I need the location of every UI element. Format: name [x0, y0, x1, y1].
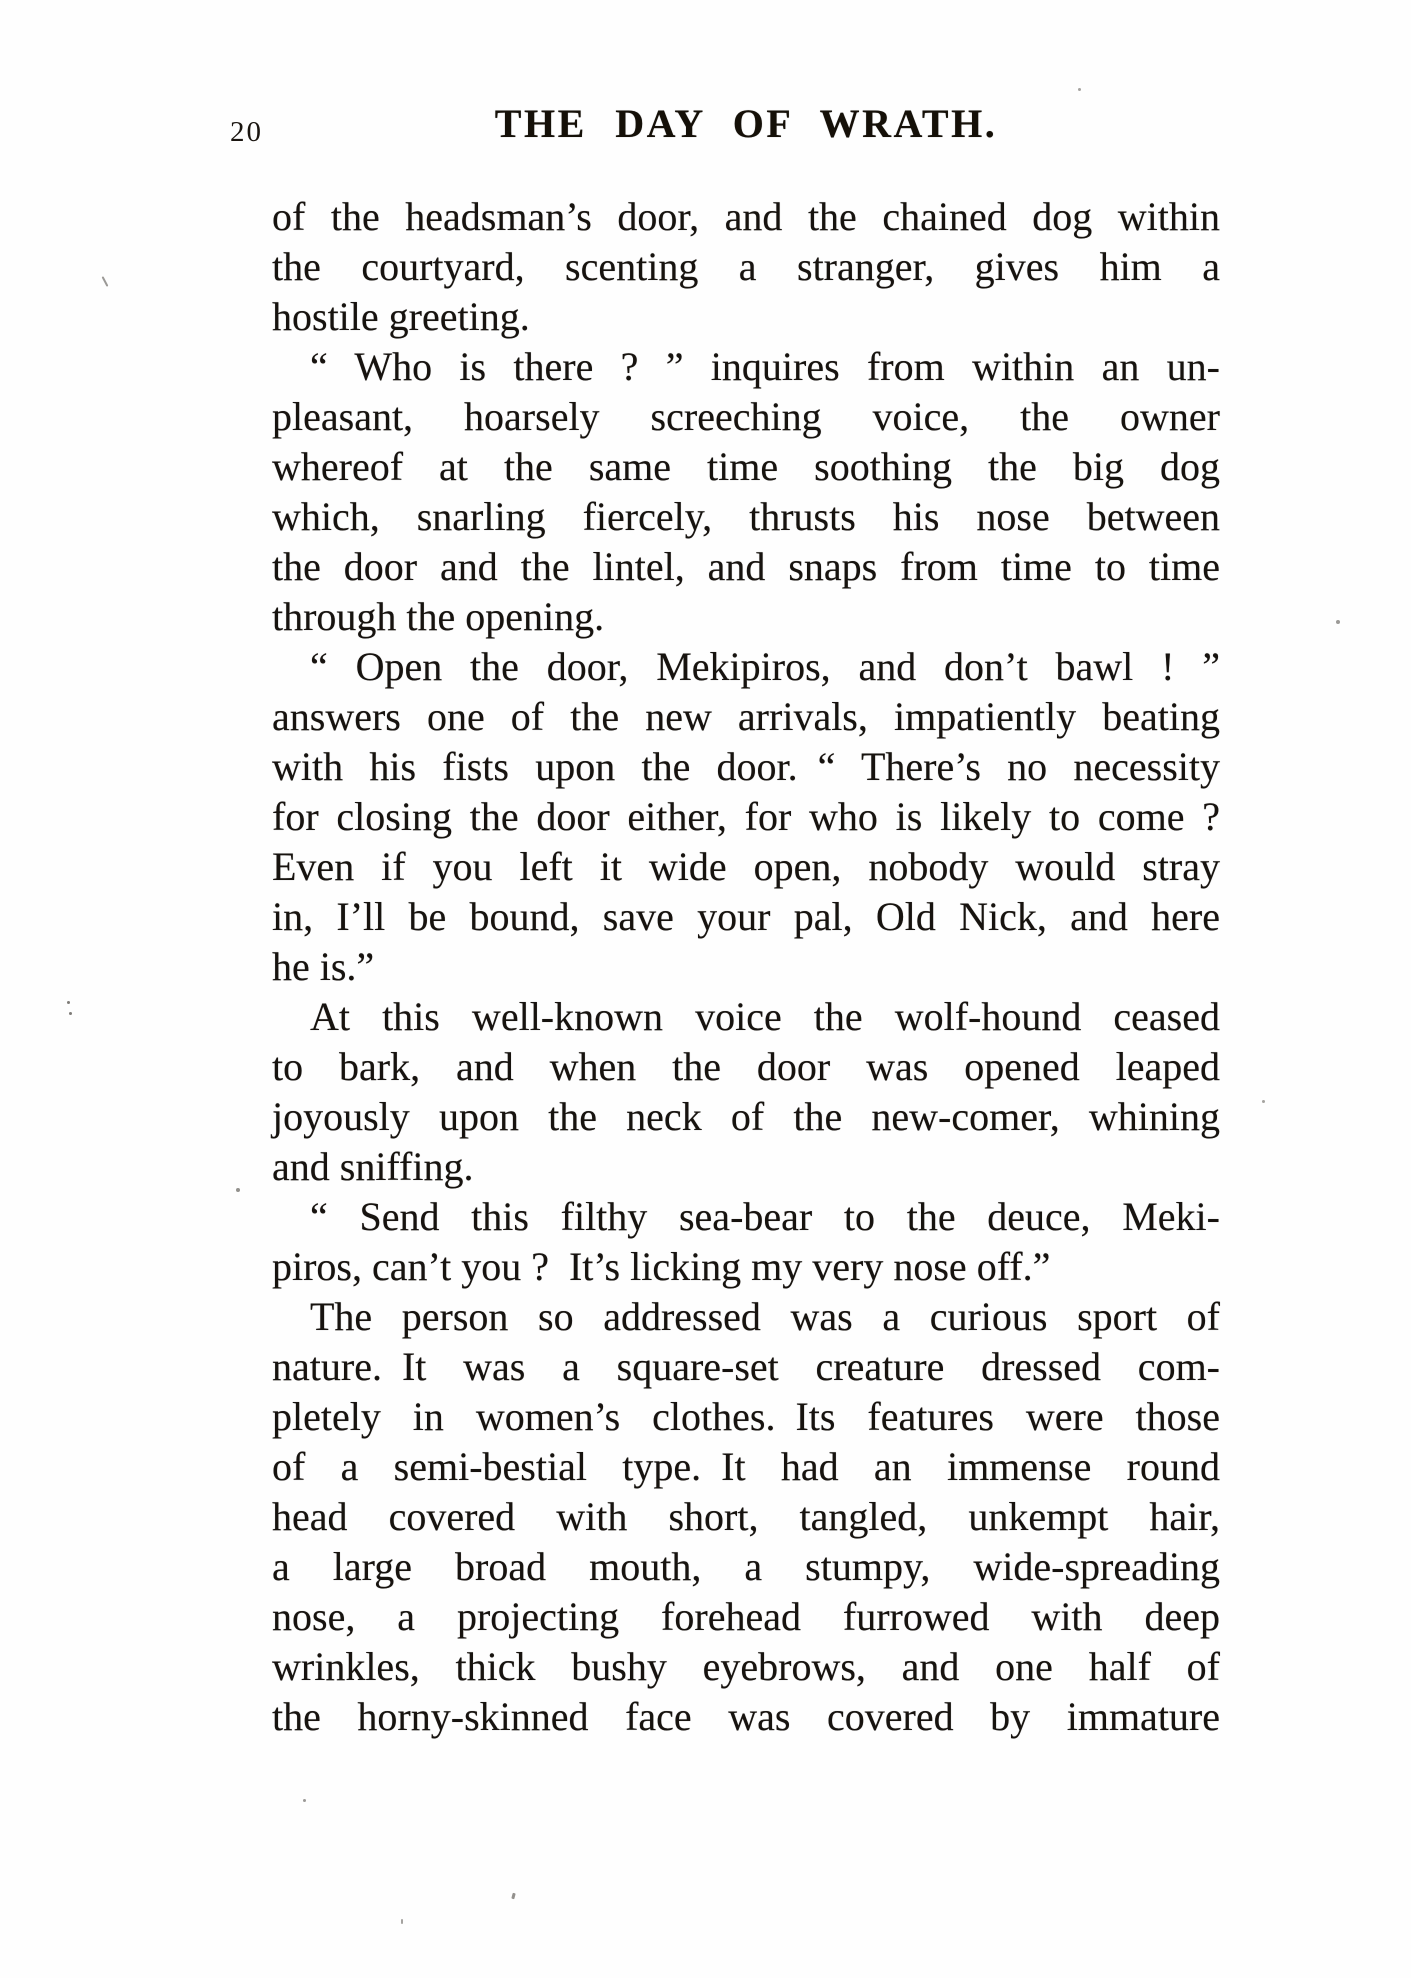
text-line: answers one of the new arrivals, impatiently beating [272, 694, 1220, 739]
text-line: nature. It was a square-set creature dressed com- [272, 1344, 1220, 1389]
text-line: with his fists upon the door. “ There’s no necessity [272, 744, 1220, 789]
text-line: “ Who is there ? ” inquires from within an un- [310, 344, 1220, 389]
scan-speck [303, 1799, 306, 1802]
scan-speck [1262, 1100, 1265, 1103]
text-line: the courtyard, scenting a stranger, gives him a [272, 244, 1220, 289]
text-line: and sniffing. [272, 1144, 474, 1189]
text-line: of a semi-bestial type. It had an immense round [272, 1444, 1220, 1489]
text-line: in, I’ll be bound, save your pal, Old Nick, and here [272, 894, 1220, 939]
scan-speck [511, 1893, 515, 1900]
text-line: head covered with short, tangled, unkempt hair, [272, 1494, 1220, 1539]
text-line: The person so addressed was a curious sport of [310, 1294, 1220, 1339]
text-line: nose, a projecting forehead furrowed with deep [272, 1594, 1220, 1639]
text-line: pleasant, hoarsely screeching voice, the owner [272, 394, 1220, 439]
scan-speck [102, 276, 109, 287]
text-line: At this well-known voice the wolf-hound ceased [310, 994, 1220, 1039]
scan-speck [1078, 88, 1081, 91]
text-line: for closing the door either, for who is likely to come ? [272, 794, 1220, 839]
scan-speck [67, 1001, 70, 1004]
text-line: a large broad mouth, a stumpy, wide-spreading [272, 1544, 1220, 1589]
text-line: to bark, and when the door was opened leaped [272, 1044, 1220, 1089]
text-line: hostile greeting. [272, 294, 530, 339]
text-line: wrinkles, thick bushy eyebrows, and one half of [272, 1644, 1220, 1689]
scan-speck [1336, 620, 1340, 624]
running-title: THE DAY OF WRATH. [494, 101, 998, 146]
scan-speck [236, 1188, 240, 1192]
text-line: the horny-skinned face was covered by immature [272, 1694, 1220, 1739]
text-line: of the headsman’s door, and the chained dog within [272, 194, 1220, 239]
text-line: piros, can’t you ? It’s licking my very nose off.” [272, 1244, 1051, 1289]
page-header [230, 100, 1220, 152]
page-number: 20 [230, 116, 263, 148]
scan-speck [69, 1012, 72, 1015]
text-line: he is.” [272, 944, 375, 989]
text-line: the door and the lintel, and snaps from time to time [272, 544, 1220, 589]
scan-speck [401, 1919, 403, 1924]
text-line: through the opening. [272, 594, 605, 639]
text-line: joyously upon the neck of the new-comer, whining [272, 1094, 1220, 1139]
text-line: which, snarling fiercely, thrusts his nose between [272, 494, 1220, 539]
text-line: “ Send this filthy sea-bear to the deuce, Meki- [310, 1194, 1220, 1239]
text-line: “ Open the door, Mekipiros, and don’t bawl ! ” [310, 644, 1220, 689]
text-line: pletely in women’s clothes. Its features were those [272, 1394, 1220, 1439]
text-line: whereof at the same time soothing the big dog [272, 444, 1220, 489]
text-line: Even if you left it wide open, nobody would stray [272, 844, 1220, 889]
body-text [272, 192, 1220, 1742]
